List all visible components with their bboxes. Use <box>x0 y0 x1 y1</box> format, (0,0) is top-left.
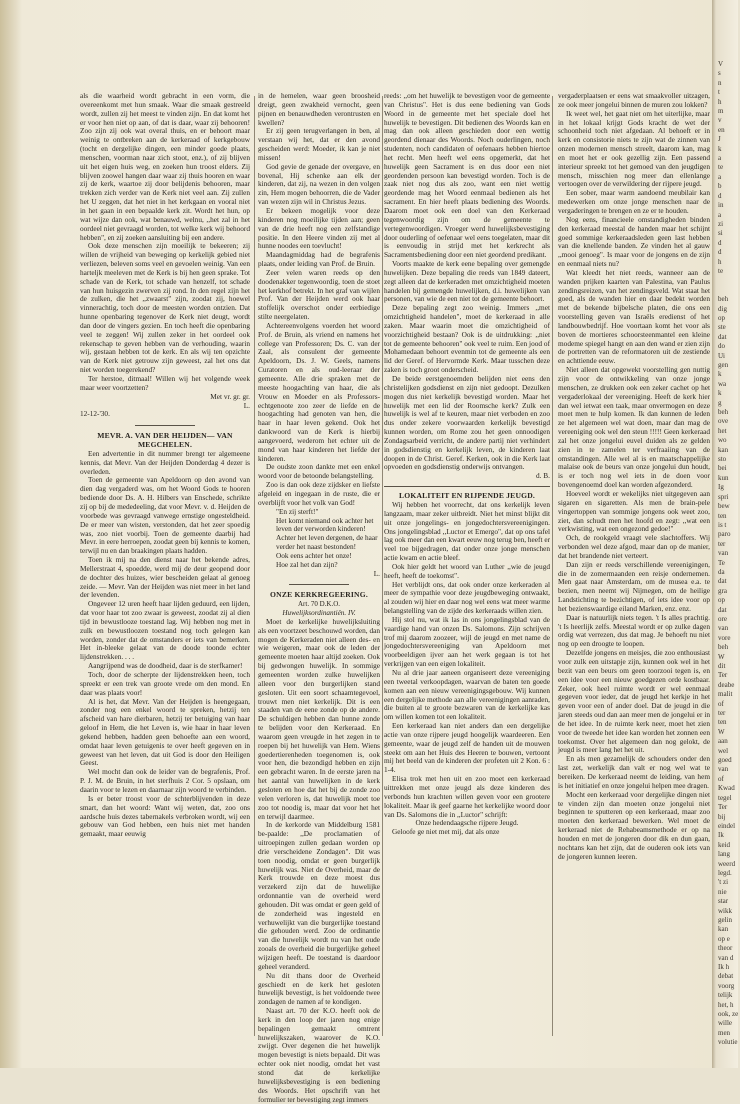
fragment-line: ove <box>718 417 729 426</box>
fragment-line: goed <box>718 756 732 765</box>
fragment-line: Ter <box>718 803 728 812</box>
paragraph: Al is het, dat Mevr. Van der Heijden is heengegaan, zonder nog een enkel woord te spreken, hetzij ten afscheid van hare dierbaren, hetzij ter betuiging van haar geloof in Hem, die het Leven is, wie haar in haar leven gekend hebben, hadden geen behoefte aan een woord, omdat haar leven getuigenis te over heeft gegeven en in geweest van het leven, dat uit God is door den Heiligen Geest. <box>80 696 250 768</box>
paragraph: als die waarheid wordt gebracht in een vorm, die overeenkomt met hun smaak. Waar die smaak gestreeld wordt, zullen zij het meest te vinden zijn. En dat komt het er voor hen niet op aan, of dat is daar, waar zij behooren! Zoo zijn zij ook wat overal thuis, en er behoort maar weinig te ontbreken aan de kerkeraad of kerkgebouw (tocht en dergelijke dingen, een minder goede plaats, menschen, voorman naar zich stoot, enz.), of zij blijven uit het eigen huis weg, en zoeken hun troost elders. Zij blijven zoowel hangen daar waar zij thuis hooren en waar zij de kerk, waartoe zij door belijdenis behooren, maar trekken zich verder van de Kerk niet veel aan. Zij zullen het U zeggen, dat het niet in het kerkgaan en vooral niet in het gaan in een bepaalde kerk zit. Wordt het hun, op wat wijze dan ook, wat benauwd, welnu, ,,het zal in het oordeel niet gevraagd worden, tot welke kerk wij behoord hebben", en zij zoeken aansluiting bij een andere. <box>80 91 250 242</box>
paragraph: Nu dit thans door de Overheid geschiedt en de kerk het gesloten huwelijk bevestigt, is het voldoende twee zondagen de namen af te kondigen. <box>258 970 380 1007</box>
fragment-line: te <box>718 266 724 275</box>
fragment-line: Ik <box>718 831 724 840</box>
fragment-line: debat <box>718 972 734 981</box>
fragment-line: ter <box>718 539 726 548</box>
fragment-line: Ui <box>718 351 725 360</box>
fragment-line: lang <box>718 850 731 859</box>
fragment-line: wa <box>718 379 727 388</box>
fragment-line: ste <box>718 323 726 332</box>
fragment-line: d <box>718 191 722 200</box>
paragraph: Elisa trok met hen uit en zoo moet een kerkeraad uittrekken met onze jeugd als deze kinderen des verbonds hun krachten willen geven voor een grootere lokaliteit. Maar ik geef gaarne het kerkelijke woord door van Ds. Salomons die in ,,Luctor" schrijft: <box>384 774 550 819</box>
fragment-line: v <box>718 116 722 125</box>
paragraph: Hij stol nu, wat ik las in ons jongelingsblad van de vaardige hand van onzen Ds. Salomons. Zijn schrijven trof mij daarom zoozeer, wijl de jeugd en met name de jongedochtersvereeniging van Apeldoorn met voorbeeldigen ijver aan het werk gegaan is tot het verkrijgen van een eigen lokaliteit. <box>384 614 550 669</box>
fragment-line: te <box>718 163 724 172</box>
article-heading: MEVR. A. VAN DER HEIJDEN— VAN MEGCHELEN. <box>97 431 233 450</box>
paragraph: Deze bepaling zegt zoo weinig. Immers ,,met omzichtigheid handelen", moet de kerkeraad in alle zaken. Maar waarin moet die omzichtigheid of voorzichtigheid bestaan? Ook is de uitdrukking: ,,niet tot de gemeente behooren" ook veel te ruim. Een jood of Mohamedaan behoort evenmin tot de gemeente als een lid der Geref. of Hervormde Kerk. Maar tusschen deze zaken is toch groot onderscheid. <box>384 303 550 375</box>
fragment-line: voorg <box>718 981 735 990</box>
paragraph: Wat kleedt het niet reeds, wanneer aan de wanden prijken kaarten van Palestina, van Paulus zendingsreizen, van het zendingsveld. Wat staat het goed, als de wanden hier en daar bedekt worden met de bekende bijbelsche platen, die ons een voorstelling geven van Israëls eredienst of het landbouwbedrijf. Hoe voortaan komt het voor als boven de mortieres schoorsteenmantel een kleine modeme spiegel hangt en aan den wand er zien zijn de portretten van de reformatoren uit de zestiende en achttiende eeuw. <box>558 267 710 366</box>
fragment-line: a <box>718 210 722 219</box>
fragment-line: bij <box>718 812 726 821</box>
fragment-line: gra <box>718 586 727 595</box>
fragment-line: wille <box>718 1019 732 1028</box>
paragraph: vergaderplaatsen er eens wat smaakvoller uitzagen, ze ook meer jongelui binnen de muren zou lokken? <box>558 91 710 109</box>
fragment-line: beh <box>718 408 729 417</box>
article-heading: ONZE KERKREGEERING. <box>270 590 368 600</box>
fragment-line: of <box>718 774 724 783</box>
paragraph: Niet alleen dat opgewekt voorstelling gen nuttig zijn voor de ontwikkeling van onze jonge menschen, ze drukken ook een zeker cachet op het vergaderlokaal der vereeniging. Heeft de kerk hier dan wel ietwat een taak, maar onvermogen en deze moet men te hulp komen. Ik dan kunnen de leden ze het algemeen wel wat doen, maar dan mag de vereeniging ook wel den steun !!!!! Geen kerkeraad zal het onze jongelui euvel duiden als ze gelden zien in te zamelen ter verfraaiing van de omstandingen. Alle wel al is en maatschappelijke malaise ook de beurs van onze jongelui dun houdt, is er toch nog wel iets in de doen voor bovengenoemd doel kan worden afgezonderd. <box>558 365 710 490</box>
paragraph: Mocht een kerkeraad voor dergelijke dingen niet te vinden zijn dan moeten onze jongelui niet beginnen te sputteren op een kerkeraad, maar zoo moeten den kerkeraad bewerken. Wel moet de kerkeraad niet de Rehabeamsmethode er op na houden en met de jongeren door dik en dun gaan, nochtans kan het zijn, dat de ouderen ook iets van de jongeren kunnen leeren. <box>558 789 710 861</box>
fragment-line: van <box>718 765 729 774</box>
paragraph: Ongeveer 12 uren heeft haar lijden geduurd, een lijden, dat voor haar tot zoo zwaar is geweest, zoodat zij al dien tijd in bewustlooze toestand lag. Wij hebben nog met in zulk en bewustloozen toestand nog toch gelegen kan worden, zonder dat de omstanders er iets van bemerken. Het in-bleeke gelaat van de doode toonde echter lijdenstrekken. . . . <box>80 599 250 662</box>
fragment-line: gelin <box>718 915 732 924</box>
fragment-line: d <box>718 238 722 247</box>
page-binding <box>0 0 22 1068</box>
fragment-line: W <box>718 652 725 661</box>
article-heading: LOKALITEIT EN RIJPENDE JEUGD. <box>398 491 536 501</box>
fragment-line: ten <box>718 511 727 520</box>
poem-line: "En zij sterft!" <box>276 506 319 516</box>
paragraph: Dezelfde jongens en meisjes, die zoo enthousiast voor zulk een uitstapje zijn, kunnen ook wel in het bezit van een beurs om geen toorzooi tegen is, en een idee voor een nieuw goedgezen orde kostbaar. Zeker, ook heel ruimte wordt er wel eenmaal gegeven voor ieder, dat de jeugd het kerkje in het geven voor een of ander doel. Dat de jeugd in die jaren steeds oud dan aan meer men de jongelui er in de het idee. In de ruimte kerk neer, moet het zien voor de tweede het idee kan worden het zonnen een toekomst. Over het algemeen dan nog gelokt, de jeugd is meer lang het het uit. <box>558 648 710 755</box>
fragment-line: beh <box>718 643 729 652</box>
paragraph: reeds: ,,om het huwelijk te bevestigen voor de gemeente van Christus". Het is dus eene bediening van Gods Woord in de gemeente met het speciale doel het huwelijk te bevestigen. Dit bedienen des Woords kan en mag dan ook alleen geschieden door een wettig geordend dienaar des Woords. Noch ouderlingen, noch studenten, noch candidaten of oefenaars hebben hiertoe het recht. Men heeft wel eens opgemerkt, dat het huwelijk geen Sacrament is en dus door een niet geordenden persoon kan bevestigd worden. Toch is de zaak niet nog dus als zoo, want een niet wettig geordende mag het Woord eenmaal bedienen als het sacrament. En hier heeft plaats bediening des Woords. Daarom moet ook een doel van den Kerkeraad tegenwoordig zijn om de gemeente te vertegenwoordigen. Vroeger werd huwelijksbevestiging door ouderling of oefenaar wel eens toegelaten, maar dit is eenvoudig in strijd met het kerkrecht als Sacramentsbediening door een niet geordend predikant. <box>384 91 550 260</box>
fragment-line: k <box>718 144 722 153</box>
fragment-line: is t <box>718 520 727 529</box>
fragment-line: bew <box>718 502 730 511</box>
paragraph: Naast art. 70 der K.O. heeft ook de kerk in den loop der jaren nog enige bepalingen gemaakt omtrent huwelijkszaken, waarover de K.O. zwijgt. Over degenen die het huwelijk mogen bevestigt is niets bepaald. Dit was echter ook niet noodig, omdat het vast stond dat de kerkelijke huwelijksbevestiging is een bediening des Woords. Het opschrift van het formulier ter bevestiging zegt immers <box>258 1006 380 1104</box>
fragment-line: da <box>718 567 725 576</box>
fragment-line: V <box>718 60 724 68</box>
fragment-line: Te <box>718 558 725 567</box>
paragraph: in de hemelen, waar geen broosheid dreigt, geen zwakheid vernocht, geen pijnen en benauwdheden verontrusten en kwellen? <box>258 91 380 127</box>
poem-line: Hoe zal het dan zijn? <box>276 559 338 569</box>
paragraph: Nu al drie jaar aaneen organiseert deze vereeniging een tweetal verkoopdagen, waarvan de baten ten goede komen aan een nieuw vereenigingsgebouw. Wij kunnen een dergelijke methode aan alle vereenigingen aanraden, die buiten al te groote bezwaren van de kerkelijke kas om willen komen tot een lokaliteit. <box>384 668 550 722</box>
fragment-line: k <box>718 389 722 398</box>
fragment-line: s <box>718 69 721 78</box>
fragment-line: gen <box>718 361 729 369</box>
fragment-line: dat <box>718 577 727 586</box>
fragment-line: zi <box>718 219 724 228</box>
fragment-line: ook, ze <box>718 1010 739 1019</box>
divider <box>289 584 349 585</box>
paragraph: Achtereenvolgens voerden het woord Prof. de Bruin, als vriend en namens het college van Professoren; Ds. C. van der Zaal, als consulent der gemeente Apeldoorn, Ds. J. W. Geels, namens Curatoren en als oud-leeraar der gemeente. Alle drie spraken met de meeste hoogachting van haar, die als Vrouw en Moeder en als Professors-echtgenoote zoo zeer de liefde en de hoogachting had genoten van hen, die haar in haar leven gekend. Ook het dankwoord van de Kerk is hierbij aangevoerd, wederom het echter uit de mond van haar kinderen het liefde der kinderen. <box>258 320 380 463</box>
paragraph: Er bekeen mogelijk voor deze kinderen nog moeilijke tijden aan; geen van de drie heeft nog een zelfstandige positie. In den Heere vinden zij met al hunne noodes een toevlucht! <box>258 205 380 251</box>
paragraph: Hoeveel wordt er wekelijks niet uitgegeven aan sigaren en sigaretten. Als men de brain-pele vingertoppen van sommige jongens ook weet zoo, ziet, dan schudt men het hoofd en zegt: ,,wat een verkwisting, wat een ongezond gedoe!" <box>558 488 710 534</box>
paragraph: De beide eerstgenoemden belijden niet eens den christelijken godsdienst en zijn niet gedoopt. Dezulken mogen dus niet kerkelijk bevestigd worden. Maar het huwelijk met een lid der Roomsche kerk? Zulk een huwelijk is wel af te keuren, maar niet verboden en zoo dus onder zekere voorwaarden kerkelijk bevestigd kunnen worden, om Rome zou het geen onnoodigen Zondagsarbeid verricht, de andere partij niet verhindert in godsdienstig en kerkelijk leven, de kinderen laat doopen in de Christ. Geref. Kerken, ook in die Kerk laat opvoeden en godsdienstig onderwijs ontvangen. <box>384 374 550 472</box>
article-subtitle: Huwelijksordinantiën. IV. <box>282 609 356 618</box>
fragment-line: do <box>718 342 725 351</box>
paragraph: Een kerkeraad kan niet anders dan een dergelijke actie van onze rijpere jeugd hoogelijk waardeeren. Een gemeente, waar de jeugd zelf de handen uit de mouwen steekt om aan het Huis des Heeren te bouwen, vertoont mij het beeld van de kinderen der profeten uit 2 Kon. 6 : 1-4. <box>384 721 550 775</box>
paragraph: In de kerkorde van Middelburg 1581 be-paalde: ,,De proclamatien of uitroepingen zullen gedaan worden op drie verscheidene Zondagen". Dit was toen noodig, omdat er geen burgerlijk huwelijk was. Niet de Overheid, maar de Kerk trouwde en deze moest dus verzekerd zijn dat de huwelijke ordonnantie van de overheid werd gehouden. Dit was omdat er geen geld of de zonderheid was ingesteld en verhuwelijkt van die burgerlijke toestand die gehouden werd. Zoo de ordinantie van die huwelijk wordt nu van het oude zooals de overheid die burgerlijke geheel wijzigen heeft. De toestand is daardoor geheel veranderd. <box>258 820 380 971</box>
fragment-line: wel <box>718 746 729 755</box>
fragment-line: n <box>718 78 722 87</box>
paragraph: En als men gezamelijk de schouders onder den last zet, werkelijk dan valt er nog wel wat te bereiken. De kerkeraad neemt de leiding, van hem is het initiatief en onze jongelui helpen mee dragen. <box>558 754 710 790</box>
paragraph: Geloofe ge niet met mij, dat als onze <box>392 827 500 837</box>
fragment-line: J <box>718 135 721 144</box>
signature: L. <box>243 400 250 410</box>
paragraph: Voorts maakte de kerk eene bepaling over gemengde huwelijken. Deze bepaling die reeds van 1849 dateert, zegt alleen dat de kerkeraden met omzichtigheid moeten handelen bij gemengde huwelijken, d.i. huwelijken van personen, van wie de een niet tot de gemeente behoort. <box>384 259 550 304</box>
signature: L. <box>373 568 380 578</box>
fragment-line: bei <box>718 464 727 473</box>
paragraph: Een advertentie in dit nummer brengt ter algemeene kennis, dat Mevr. Van der Heijden Donderdag 4 dezer is overleden. <box>80 448 250 476</box>
fragment-line: legd. <box>718 868 732 877</box>
next-page-edge <box>712 0 738 1068</box>
fragment-line: vore <box>718 633 731 642</box>
fragment-line: van d <box>718 953 734 962</box>
paragraph: Ook hier geldt het woord van Luther ,,wie de jeugd heeft, heeft de toekomst". <box>384 561 550 580</box>
paragraph: Is er beter troost voor de schterblijvenden in deze smart, dan het woord: Want wij weten, dat, zoo ons aardsche huis dezes tabernakels verbroken wordt, wij een gebouw van God hebben, een huis niet met handen gemaakt, maar eeuwig <box>80 793 250 839</box>
paragraph: Wel mocht dan ook de leider van de begrafenis, Prof. P. J. M. de Bruin, in het sterfhuis 2 Cor. 5 opslaan, om daarin voor te lezen en daarnaar zijn woord te verbinden. <box>80 767 250 794</box>
fragment-line: k <box>718 370 722 379</box>
paragraph: Er zij geen terugverlangen in ben, al verstaan wij het, dat er den avond gescheiden werd: Moeder, ik kan je niet missen! <box>258 126 380 162</box>
fragment-line: keid <box>718 840 731 849</box>
fragment-line: dat <box>718 605 727 614</box>
paragraph: De oudste zoon dankte met een enkel woord voor de betoonde belangstelling. <box>258 462 380 481</box>
paragraph: Een sober, maar warm aandoend meubilair kan medewerken om onze jonge menschen naar de vergaderingen te brengen en ze er te houden. <box>558 188 710 215</box>
fragment-line: wikk <box>718 906 732 915</box>
paragraph: Ter herstoe, ditmaal! Willen wij het volgende week maar weer voortzetten? <box>80 374 250 392</box>
fragment-line: op e <box>718 934 730 943</box>
fragment-line: het, h <box>718 1000 734 1009</box>
fragment-line: a <box>718 172 722 181</box>
fragment-line: beh <box>718 295 729 304</box>
fragment-line: van <box>718 624 729 633</box>
fragment-line: eindel <box>718 821 736 830</box>
fragment-line: van <box>718 549 729 558</box>
column-separator <box>382 96 383 1036</box>
fragment-line: op <box>718 596 725 605</box>
fragment-line: in <box>718 201 724 210</box>
fragment-line: ore <box>718 614 727 623</box>
fragment-line: b <box>718 182 722 191</box>
paragraph: Toch, door de scherpte der lijdenstrekken heen, toch spreekt er een trek van groote vrede om den mond. En daar was plaats voor! <box>80 670 250 697</box>
fragment-line: d <box>718 248 722 257</box>
fragment-line: deabe <box>718 680 735 689</box>
paragraph: Och, de rookgeld vraagt vele slachtoffers. Wij verbonden wel deze afgod, maar dan op de manier, dat het brandende niet verteert. <box>558 533 710 560</box>
fragment-line: spri <box>718 492 729 501</box>
column-2 <box>258 91 380 1104</box>
fragment-line: volutie <box>718 1038 738 1047</box>
date-line: 12-12-'30. <box>80 409 110 419</box>
paragraph: Toen de gemeente van Apeldoorn op den avond van dien dag vergaderd was, om het Woord Gods te hooren bediende door Ds. A. H. Hilbers van Enschede, schrikte zij op bij de mededeeling, dat voor Mevr. v. d. Heijden de voorbede was gevraagd vanwege ernstige ongesteldheid. De er meer van wisten, verstonden, dat het zeer spoedig was, zoo niet voorbij. Toen de gemeente daarbij had Mevr. in eere herroepen, zoodat geen bij kennis te komen, terwijl nu en dan braakingen plaats hadden. <box>80 475 250 556</box>
fragment-line: kan <box>718 445 729 454</box>
paragraph: Ook deze menschen zijn moeilijk te bekeeren; zij willen de vrijheid van beweging op kerkelijk gebied niet verliezen, beleven soms veel en gevoelen weinig. Van een harteljk meeleven met de Kerk is bij hen geen sprake. Tot schade van de Kerk, tot schade van henzelf, tot schade van hun huisgezin zwerven zij rond. In den regel zijn het de zulken, die het ,,zwaarst" zijn, zoodat zij, hoewel vinnerachtig, toch door de meesten worden ontzien. Dat hunne openbaring tegenover de Kerk niet deugt, wordt dan door de vingers gezien. En toch heeft die openbaring veel te zeggen! Wij zullen zeker in het oordeel ook rekenschap te geven hebben van de verhouding, waarin wij, gestaan hebben tot de kerk. En als wij ten opzichte van de Kerk niet getrouw zijn geweest, zal het ons dat niet worden toegerekend? <box>80 241 250 375</box>
fragment-line: en <box>718 125 725 134</box>
fragment-line: theor <box>718 944 733 953</box>
fragment-line: dig <box>718 304 727 313</box>
fragment-line: kun <box>718 473 729 482</box>
fragment-line: dit <box>718 662 726 670</box>
fragment-line: Ig <box>718 483 724 492</box>
fragment-line: tegel <box>718 793 732 802</box>
fragment-line: of <box>718 699 724 708</box>
paragraph: Wij hebben het voorrecht, dat ons kerkelijk leven langzaam, maar zeker uitbreidt. Niet het minst blijkt dit uit onze jongelings- en jongedochtersvereenigingen. Ons jongelingsblad ,,Luctor et Emergo", dat op ons tafel lag ook meer dan een kwart eeuw nog terug ben, heeft er veel toe bijgedragen, dat onder onze jonge menschen actie kwam en actie bleef. <box>384 499 550 563</box>
fragment-line: ter <box>718 709 726 718</box>
fragment-line: star <box>718 897 729 906</box>
fragment-line: si <box>718 229 723 238</box>
paragraph: Daar is natuurlijk niets tegen. 't Is alles prachtig. 't Is heerlijk zelfs. Meestal wordt er op zulke dagen ordig wat verrezen, dus dat mag. Je behoeft nu niet nog op een droogte te loopen. <box>558 612 710 649</box>
fragment-line: a <box>718 154 722 163</box>
quoted-subheading: Onze hedendaagsche rijpere Jeugd. <box>415 818 519 828</box>
column-separator <box>254 96 255 1036</box>
column-4 <box>558 92 710 1036</box>
poem-line: Ook eens achter het onze! <box>276 550 352 560</box>
paragraph: Moet de kerkelijke huwelijksluiting als een voortzeet beschouwd worden, dan mogen de Kerkeraden niet alleen des- en wie weigeren, maar ook de leden der gemeente moeten haar altijd zoeken. Ook bij gedwongen huwelijk. In sommige gemeenten worden zulke huwelijken alleen voor den burgerlijken stand gesloten. Uit een soort schaamtegevoel, trouwt men niet kerkelijk. Dit is een staaden van de eene zonde op de andere. De schuldigen hebben dan hunne zonde te belijden voor den Kerkeraad. En waarom geen vreugde in het zegen in te roepen bij het huwelijk van Hem. Wiens goedertierenheden toegenomen is, ook voor hen, die bezondigd hebben en zijn een gebracht waren. In de eerste jaren na het aantal van huwelijken in de kerk gesloten en hoe dat het bij de zonde zoo velen verloren is, dat huwelijk moet toe zoo tot noodig is, maar dat voor het het en terwijl daarmee. <box>258 616 380 821</box>
paragraph: Nog eens, financieele omstandigheden binden den kerkeraad meestal de handen maar het schijnt goed sommige kerkeraadsleden geen last hebben van die knellende banden. Ze vinden het al gauw ,,mooi genoeg". Is maar voor de jongens en de zijn en eenmaal niets nu? <box>558 214 710 269</box>
article-subheading: Art. 70 D.K.O. <box>298 600 340 609</box>
fragment-line: g <box>718 398 722 407</box>
fragment-line: h <box>718 97 722 106</box>
fragment-line: kan <box>718 925 729 934</box>
fragment-line: men <box>718 1028 731 1037</box>
fragment-line: t <box>718 88 720 97</box>
paragraph: Het verblijdt ons, dat ook onder onze kerkeraden al meer de sympathie voor deze jeugdbeweging ontwaakt, al zouden wij hier en daar nog wel eens wat meer warme belangstelling van de zijde des kerkeraads willen zien. <box>384 579 550 616</box>
divider <box>384 486 550 487</box>
fragment-line <box>718 276 740 285</box>
fragment-line: malit <box>718 690 733 699</box>
fragment-line: 't zi <box>718 878 729 887</box>
fragment-line: sto <box>718 455 727 464</box>
paragraph: Toen ik mij na den dienst naar het bekende adres, Mellerstraat 4, spoedde, werd mij de deur geopend door de dochter des huizes, wier bescheiden gelaat al genoeg zeide. — Mevr. Van der Heijden was niet meer in het land der levenden. <box>80 555 250 600</box>
fragment-line: paro <box>718 530 731 539</box>
next-page-text-fragments <box>718 60 740 1048</box>
fragment-line: Kwad <box>718 784 735 793</box>
fragment-line: h <box>718 257 722 266</box>
paragraph: Zoo is dan ook deze zijdsker en liefste afgeleid en ingegaan in de ruste, die er overblijft voor het volk van God! <box>258 480 380 507</box>
fragment-line: Ik h <box>718 963 730 971</box>
paragraph: Aangrijpend was de doodheid, daar is de sterfkamer! <box>88 661 243 671</box>
fragment-line: m <box>718 107 724 116</box>
paragraph: Zeer velen waren reeds op den doodenakker tegenwoordig, toen de stoet het kerkhof betrekt. In het graf van wijlen Prof. Van der Heijden werd ook haar stoffelijk overschot onder eerbiedige stilte neergelaten. <box>258 267 380 322</box>
poem-line: Het komt niemand ook achter het leven der verworden kinderen! <box>276 515 374 534</box>
divider <box>135 425 195 426</box>
column-separator <box>552 96 553 1036</box>
fragment-line <box>718 286 740 295</box>
fragment-line: op <box>718 313 725 322</box>
initials: Met vr. gr. gr. <box>210 391 250 401</box>
paragraph: Ik weet wel, het gaat niet om het uiterlijke, maar in het lokaal krijgt Gods kracht de wet der schoonheid toch niet afgedaan. Al behoeft er in kerk en consistorie niets te zijn wat de zinnen van onzen modernen mensch streelt, daarom kan, mag en moet het er ook gezellig zijn. Een passend interieur spreekt tot het gemoed van den jeugdigen mensch, misschien nog meer dan ellenlange vertoogen over de verwildering der rijpere jeugd. <box>558 108 710 189</box>
fragment-line: dat <box>718 332 727 341</box>
fragment-line: nie <box>718 887 727 896</box>
fragment-line: wo <box>718 436 727 445</box>
signature: d. B. <box>536 471 550 481</box>
fragment-line: telijk <box>718 991 733 1000</box>
fragment-line: het <box>718 426 727 435</box>
fragment-line: ten <box>718 718 727 727</box>
paragraph: Maandagmiddag had de begrafenis plaats, onder leiding van Prof. de Bruin. <box>258 250 380 269</box>
fragment-line: aan <box>718 737 728 746</box>
fragment-line: weerd <box>718 859 736 868</box>
paragraph: God gevie de genade der overgave, en bovenal, Hij schenke aan elk der kinderen, dat zij, na wezen in den volgen zin, Hem mogen behoorren, die de Vader van wezen zijn wil in Christus Jezus. <box>258 161 380 207</box>
poem-line: Achter het leven dergenen, de haar verder het naast bestonden! <box>276 533 378 552</box>
paragraph: Dan zijn er reeds verschillende vereenigingen, die in de zomermaanden een reisje ondernemen. Men gaat naar Amsterdam, om de musea e.a. te bezien, men neemt wij Nijmegen, om de heilige Landstichting te bezichtigen, of iets idee voor op het bezienswaardige eiland Marken, enz. enz. <box>558 559 710 613</box>
column-3 <box>384 92 550 1036</box>
column-1 <box>80 92 250 1036</box>
fragment-line: Ter <box>718 671 728 680</box>
fragment-line: W <box>718 727 725 736</box>
